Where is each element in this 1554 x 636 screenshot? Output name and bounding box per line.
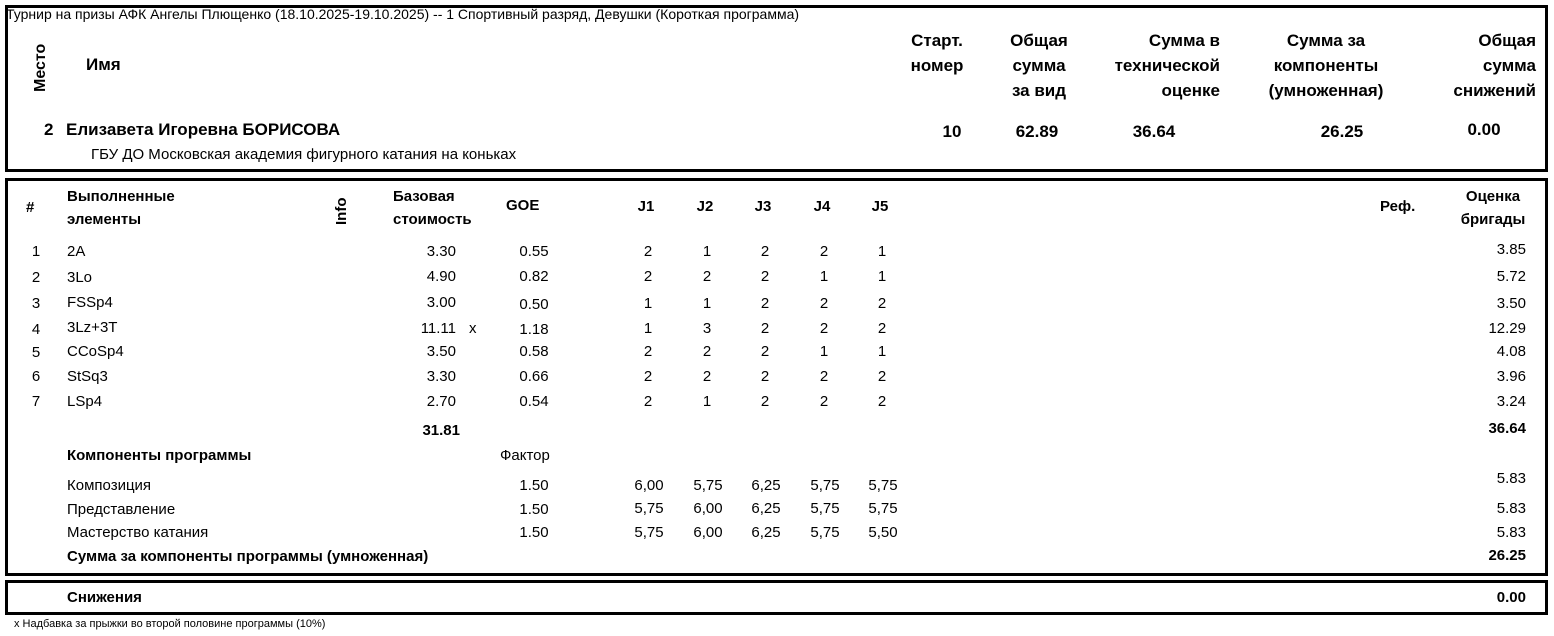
element-judge-2: 2 [702, 368, 712, 385]
element-judge-2: 2 [702, 268, 712, 285]
element-judge-5: 2 [877, 320, 887, 337]
element-number: 1 [31, 243, 41, 260]
judge-header-5: J5 [871, 198, 889, 215]
element-judge-4: 1 [819, 268, 829, 285]
component-name: Представление [67, 501, 176, 518]
element-name: 2A [67, 243, 86, 260]
component-name: Композиция [67, 477, 152, 494]
element-name: CCoSp4 [67, 343, 124, 360]
component-judge-5: 5,75 [868, 477, 898, 494]
element-judge-2: 2 [702, 343, 712, 360]
element-name: StSq3 [67, 368, 108, 385]
element-judge-3: 2 [760, 368, 770, 385]
element-number: 6 [31, 368, 41, 385]
element-judge-5: 2 [877, 295, 887, 312]
component-judge-1: 6,00 [634, 477, 664, 494]
place-header: Место [32, 43, 49, 92]
component-judge-3: 6,25 [751, 524, 781, 541]
name-header: Имя [86, 55, 121, 74]
goe-header: GOE [506, 197, 540, 214]
num-header: # [26, 199, 35, 216]
element-judge-1: 2 [643, 268, 653, 285]
element-judge-3: 2 [760, 243, 770, 260]
component-judge-4: 5,75 [810, 524, 840, 541]
component-judge-2: 6,00 [693, 500, 723, 517]
element-judge-4: 2 [819, 368, 829, 385]
pcs-header: Сумма за компоненты (умноженная) [1268, 31, 1384, 100]
element-goe: 0.54 [519, 393, 549, 410]
element-judge-2: 1 [702, 243, 712, 260]
component-judge-3: 6,25 [751, 477, 781, 494]
element-goe: 0.82 [519, 268, 549, 285]
component-judge-4: 5,75 [810, 500, 840, 517]
base-value-total: 31.81 [422, 422, 460, 439]
element-judge-3: 2 [760, 268, 770, 285]
element-number: 5 [31, 344, 41, 361]
element-number: 4 [31, 321, 41, 338]
factor-header: Фактор [500, 447, 550, 464]
judge-header-1: J1 [637, 198, 655, 215]
element-base-value: 4.90 [426, 268, 456, 285]
element-base-value: 3.30 [426, 243, 456, 260]
component-judge-1: 5,75 [634, 500, 664, 517]
component-judge-5: 5,50 [868, 524, 898, 541]
element-name: LSp4 [67, 393, 103, 410]
skater-club: ГБУ ДО Московская академия фигурного катания на коньках [91, 146, 517, 163]
component-name: Мастерство катания [67, 524, 209, 541]
components-sum-value: 26.25 [1488, 547, 1526, 564]
element-panel-score: 3.96 [1496, 368, 1526, 385]
info-header: Info [333, 197, 350, 225]
components-sum-label: Сумма за компоненты программы (умноженная) [67, 548, 429, 565]
element-panel-score: 3.85 [1496, 241, 1526, 258]
judge-header-3: J3 [754, 198, 772, 215]
tes-header: Сумма в технической оценке [1114, 31, 1220, 100]
element-name: 3Lo [67, 269, 93, 286]
deductions-label: Снижения [67, 589, 142, 606]
component-score: 5.83 [1496, 470, 1526, 487]
element-judge-4: 2 [819, 320, 829, 337]
total-score-header: Общая сумма за вид [1010, 31, 1068, 100]
start-number-header: Старт. номер [910, 31, 964, 75]
skater-name: Елизавета Игоревна БОРИСОВА [66, 120, 341, 139]
skater-start-number: 10 [942, 122, 962, 141]
component-score: 5.83 [1496, 524, 1526, 541]
panel-score-header: Оценка бригады [1460, 188, 1526, 228]
element-judge-1: 2 [643, 343, 653, 360]
component-judge-2: 6,00 [693, 524, 723, 541]
element-panel-score: 12.29 [1488, 320, 1526, 337]
skater-deductions: 0.00 [1467, 120, 1501, 139]
element-goe: 1.18 [519, 321, 549, 338]
element-base-value: 3.50 [426, 343, 456, 360]
element-judge-3: 2 [760, 393, 770, 410]
element-base-value: 11.11 [420, 320, 456, 337]
element-panel-score: 5.72 [1496, 268, 1526, 285]
element-judge-5: 1 [877, 243, 887, 260]
element-judge-2: 3 [702, 320, 712, 337]
element-goe: 0.50 [519, 296, 549, 313]
element-goe: 0.55 [519, 243, 549, 260]
element-panel-score: 3.24 [1496, 393, 1526, 410]
element-judge-2: 1 [702, 295, 712, 312]
element-judge-5: 1 [877, 268, 887, 285]
judge-header-4: J4 [813, 198, 831, 215]
deductions-box [5, 580, 1548, 615]
base-value-header: Базовая стоимость [393, 188, 472, 228]
components-title: Компоненты программы [67, 447, 252, 464]
footnote: x Надбавка за прыжки во второй половине программы (10%) [14, 618, 326, 630]
elements-header: Выполненные элементы [67, 188, 175, 228]
element-judge-3: 2 [760, 343, 770, 360]
skater-tes: 36.64 [1132, 122, 1176, 141]
skater-place: 2 [44, 120, 54, 139]
element-judge-4: 2 [819, 295, 829, 312]
element-judge-3: 2 [760, 320, 770, 337]
element-judge-4: 2 [819, 243, 829, 260]
element-judge-1: 1 [643, 295, 653, 312]
element-name: 3Lz+3T [67, 319, 118, 336]
element-number: 2 [31, 269, 41, 286]
element-goe: 0.66 [519, 368, 549, 385]
element-judge-5: 2 [877, 393, 887, 410]
deductions-value: 0.00 [1496, 589, 1526, 606]
component-judge-2: 5,75 [693, 477, 723, 494]
element-base-value: 3.30 [426, 368, 456, 385]
component-judge-1: 5,75 [634, 524, 664, 541]
component-judge-5: 5,75 [868, 500, 898, 517]
element-name: FSSp4 [67, 294, 113, 311]
component-factor: 1.50 [519, 501, 549, 518]
element-judge-1: 2 [643, 243, 653, 260]
element-number: 7 [31, 393, 41, 410]
component-factor: 1.50 [519, 477, 549, 494]
component-factor: 1.50 [519, 524, 549, 541]
component-judge-3: 6,25 [751, 500, 781, 517]
element-judge-4: 1 [819, 343, 829, 360]
element-base-value: 2.70 [426, 393, 456, 410]
element-number: 3 [31, 295, 41, 312]
element-judge-2: 1 [702, 393, 712, 410]
referee-header: Реф. [1380, 198, 1416, 215]
element-judge-1: 2 [643, 368, 653, 385]
component-score: 5.83 [1496, 500, 1526, 517]
component-judge-4: 5,75 [810, 477, 840, 494]
skater-pcs: 26.25 [1320, 122, 1364, 141]
element-goe: 0.58 [519, 343, 549, 360]
deductions-header: Общая сумма снижений [1453, 31, 1536, 100]
element-base-value: 3.00 [426, 294, 456, 311]
judge-header-2: J2 [696, 198, 714, 215]
element-panel-score: 4.08 [1496, 343, 1526, 360]
second-half-bonus-mark: x [469, 320, 477, 337]
element-judge-5: 2 [877, 368, 887, 385]
element-judge-4: 2 [819, 393, 829, 410]
element-judge-3: 2 [760, 295, 770, 312]
element-panel-score: 3.50 [1496, 295, 1526, 312]
element-judge-1: 2 [643, 393, 653, 410]
page-title: Турнир на призы АФК Ангелы Плющенко (18.10.2025-19.10.2025) -- 1 Спортивный разряд, Девушки (Короткая программа) [6, 6, 800, 22]
tes-total: 36.64 [1488, 420, 1526, 437]
element-judge-5: 1 [877, 343, 887, 360]
element-judge-1: 1 [643, 320, 653, 337]
skater-total-score: 62.89 [1015, 122, 1059, 141]
